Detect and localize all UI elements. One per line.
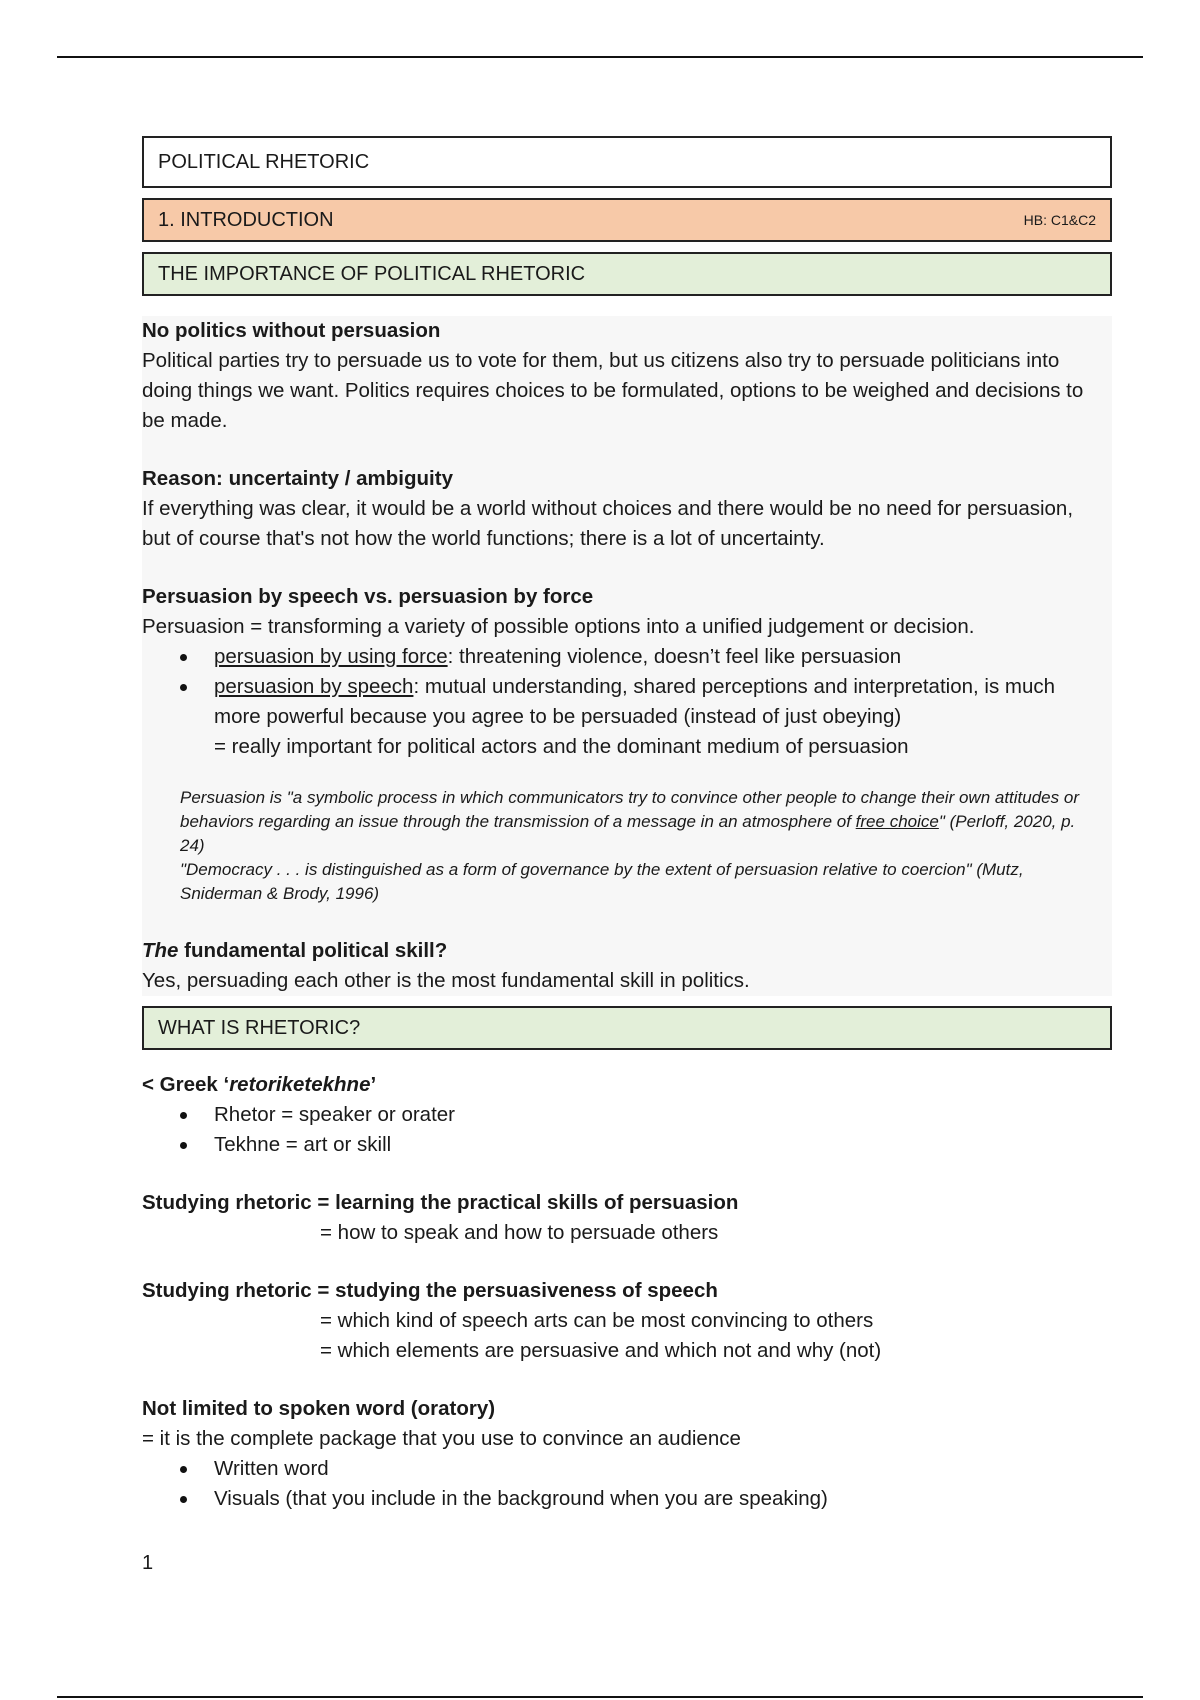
- paragraph-no-politics: Political parties try to persuade us to vote for them, but us citizens also try to persuade politicians into doing things we want. Politics requires choices to be formulated, options to be weighed and decisions to be made.: [142, 349, 1084, 432]
- persuasiveness-note-2: = which elements are persuasive and which not and why (not): [320, 1339, 882, 1362]
- heading-fundamental-skill-rest: fundamental political skill?: [178, 939, 448, 962]
- term-speech-desc: : mutual understanding, shared perceptions and interpretation, is much more powerful because you agree to be persuaded (instead of just obeying): [214, 675, 1056, 728]
- bottom-rule: [57, 1696, 1143, 1698]
- term-force-desc: : threatening violence, doesn’t feel like persuasion: [447, 645, 902, 668]
- heading-no-politics: No politics without persuasion: [142, 319, 441, 342]
- subsection-heading: WHAT IS RHETORIC?: [158, 1016, 361, 1039]
- heading-greek-suffix: ’: [370, 1073, 377, 1096]
- paragraph-fundamental-skill: Yes, persuading each other is the most fundamental skill in politics.: [142, 969, 750, 992]
- list-item: Rhetor = speaker or orater: [176, 1100, 1112, 1130]
- heading-greek: [142, 1070, 1112, 1100]
- heading-fundamental-skill: [142, 936, 1102, 966]
- paragraph-reason: If everything was clear, it would be a world without choices and there would be no need for persuasion, but of course that's not how the world functions; there is a lot of uncertainty.: [142, 497, 1074, 550]
- subsection-heading-box: [142, 252, 1112, 296]
- what-is-rhetoric-section: [142, 1070, 1112, 1578]
- paragraph-persuasion-definition: Persuasion = transforming a variety of possible options into a unified judgement or decision.: [142, 615, 975, 638]
- term-force: persuasion by using force: [214, 645, 448, 668]
- term-speech: persuasion by speech: [214, 675, 414, 698]
- package-list: [142, 1454, 1112, 1514]
- list-item: Tekhne = art or skill: [176, 1130, 1112, 1160]
- page-number: 1: [142, 1552, 154, 1574]
- quote-perloff: [142, 786, 1102, 858]
- heading-not-limited: Not limited to spoken word (oratory): [142, 1397, 496, 1420]
- section-heading-box: [142, 198, 1112, 242]
- greek-terms-list: [142, 1100, 1112, 1160]
- persuasion-types-list: [142, 642, 1102, 762]
- term-speech-note: = really important for political actors and the dominant medium of persuasion: [214, 735, 909, 758]
- section-heading: 1. INTRODUCTION: [158, 208, 334, 231]
- heading-speech-vs-force: Persuasion by speech vs. persuasion by force: [142, 585, 594, 608]
- importance-section: [142, 316, 1112, 996]
- paragraph-complete-package: = it is the complete package that you use to convince an audience: [142, 1427, 741, 1450]
- heading-reason: Reason: uncertainty / ambiguity: [142, 467, 453, 490]
- subsection-heading: THE IMPORTANCE OF POLITICAL RHETORIC: [158, 262, 586, 285]
- practical-skills-note: = how to speak and how to persuade others: [320, 1221, 719, 1244]
- quote-perloff-underlined: free choice: [855, 812, 939, 831]
- heading-persuasiveness: Studying rhetoric = studying the persuasiveness of speech: [142, 1279, 718, 1302]
- heading-practical-skills: Studying rhetoric = learning the practical skills of persuasion: [142, 1191, 739, 1214]
- subsection-heading-box: [142, 1006, 1112, 1050]
- heading-greek-term: retoriketekhne: [229, 1073, 371, 1096]
- top-rule: [57, 56, 1143, 58]
- quote-mutz: "Democracy . . . is distinguished as a form of governance by the extent of persuasion relative to coercion" (Mutz, Sniderman & Brody, 1996): [180, 860, 1024, 903]
- heading-fundamental-skill-italic: The: [142, 939, 179, 962]
- list-item: [176, 642, 1102, 672]
- list-item: Visuals (that you include in the background when you are speaking): [176, 1484, 1112, 1514]
- document-body: [142, 136, 1112, 1578]
- heading-greek-prefix: < Greek ‘: [142, 1073, 230, 1096]
- document-title: POLITICAL RHETORIC: [158, 150, 370, 173]
- persuasiveness-note-1: = which kind of speech arts can be most convincing to others: [320, 1309, 874, 1332]
- list-item: [176, 672, 1102, 762]
- quote-perloff-text: Persuasion is "a symbolic process in which communicators try to convince other people to change their own attitudes or behaviors regarding an issue through the transmission of a message in an atmosphere of: [180, 788, 1079, 831]
- document-title-box: [142, 136, 1112, 188]
- list-item: Written word: [176, 1454, 1112, 1484]
- quote-perloff-citation: " (Perloff, 2020, p. 24): [180, 812, 1076, 855]
- section-reference: HB: C1&C2: [1023, 212, 1096, 228]
